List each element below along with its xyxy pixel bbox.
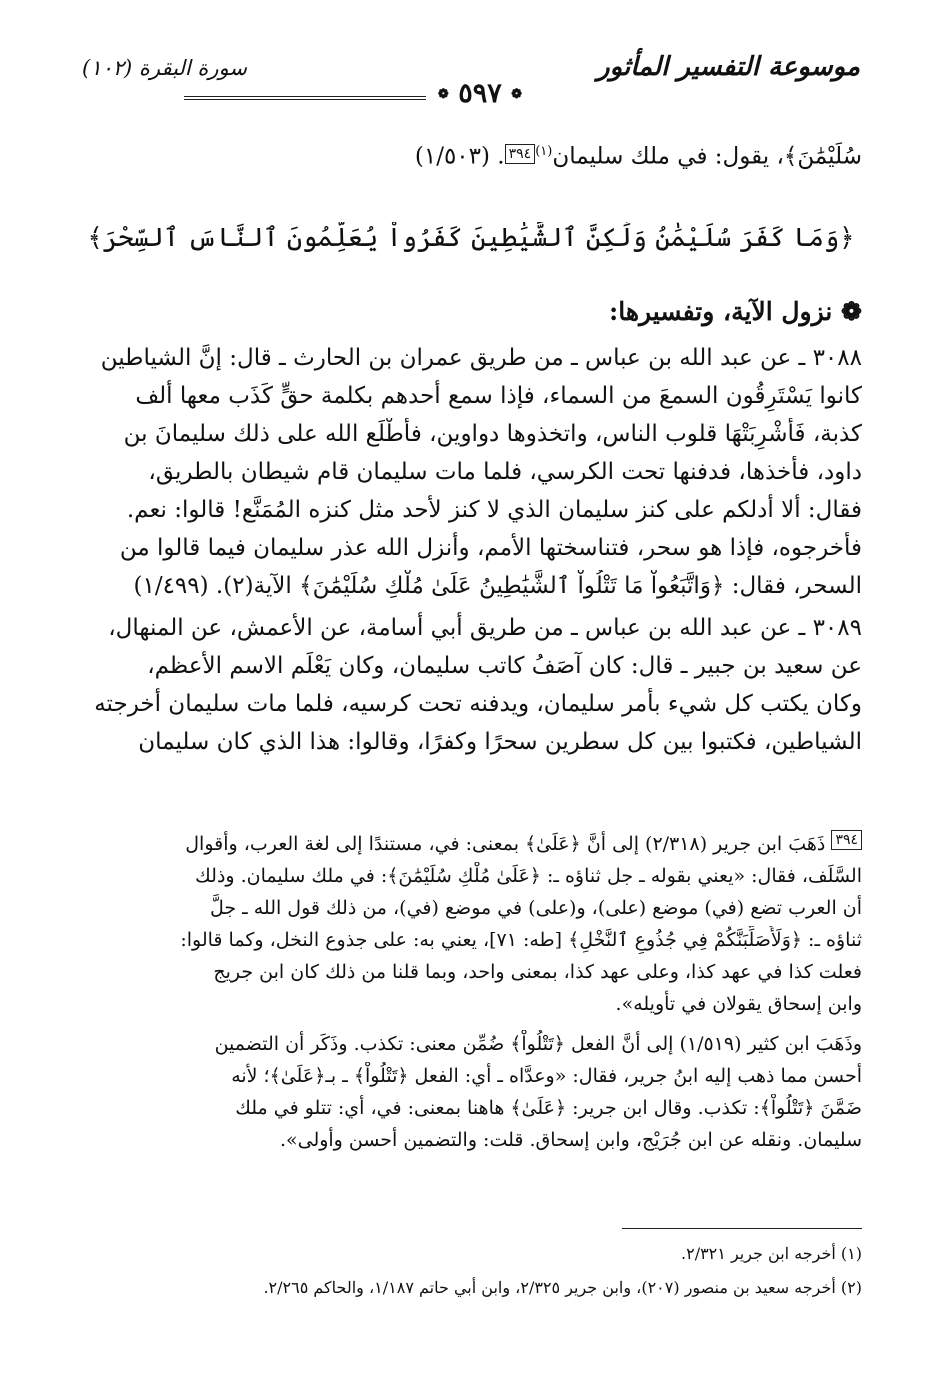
book-title: موسوعة التفسير المأثور <box>597 52 860 82</box>
commentary-number-box: ٣٩٤ <box>505 144 536 164</box>
commentary-line: أحسن مما ذهب إليه ابنُ جرير، فقال: «وعدَّاه ـ أي: الفعل ﴿تَتْلُواْ﴾ ـ بـ﴿عَلَىٰ﴾؛ لأنه <box>231 1065 862 1087</box>
commentary-line: ثناؤه ـ: ﴿وَلَأُصَلِّبَنَّكُمْ فِي جُذُوعِ ٱلنَّخْلِ﴾ [طه: ٧١]، يعني به: على جذوع النخل، وكما قالوا: <box>180 929 862 951</box>
commentary-line: السَّلَف، فقال: «يعني بقوله ـ جل ثناؤه ـ: ﴿عَلَىٰ مُلْكِ سُلَيْمَٰنَ﴾: في ملك سليمان. وذلك <box>195 865 862 887</box>
hadith-line: كانوا يَسْتَرِقُون السمعَ من السماء، فإذا سمع أحدهم بكلمة حقٍّ كَذَب معها ألف <box>135 383 862 409</box>
page-header <box>82 52 860 109</box>
hadith-line: ٣٠٨٨ ـ عن عبد الله بن عباس ـ من طريق عمران بن الحارث ـ قال: إنَّ الشياطين <box>100 345 862 371</box>
quran-ayah: ﴿وَمَا كَفَرَ سُلَيْمَٰنُ وَلَٰكِنَّ ٱلشَّيَٰطِينَ كَفَرُواْ يُعَلِّمُونَ ٱلنَّاسَ ٱلسِّحْرَ﴾ <box>87 223 855 253</box>
hadith-line: كذبة، فَأُشْرِبَتْهَا قلوب الناس، واتخذوها دواوين، فأَطْلَع الله على ذلك سليمانَ بن <box>123 421 862 447</box>
ornament-icon: ❁ <box>511 87 523 102</box>
page-number: ٥٩٧ <box>458 78 502 109</box>
hadith-line: داود، فأخذها، فدفنها تحت الكرسي، فلما مات سليمان قام شيطان بالطريق، <box>148 459 862 485</box>
intro-text: سُلَيْمَٰنَ﴾، يقول: في ملك سليمان <box>552 143 862 170</box>
hadith-line: ٣٠٨٩ ـ عن عبد الله بن عباس ـ من طريق أبي أسامة، عن الأعمش، عن المنهال، <box>108 615 862 641</box>
page-number-group <box>430 78 530 109</box>
hadith-line: وكان يكتب كل شيء بأمر سليمان، ويدفنه تحت كرسيه، فلما مات سليمان أخرجته <box>94 691 862 717</box>
commentary-line: سليمان. ونقله عن ابن جُرَيْج، وابن إسحاق. قلت: والتضمين أحسن وأولى». <box>279 1129 862 1151</box>
footnote-separator <box>622 1228 862 1229</box>
surah-title: سورة البقرة (١٠٢) <box>82 56 247 80</box>
commentary-line: وذَهَبَ ابن كثير (١/٥١٩) إلى أنَّ الفعل ﴿تَتْلُواْ﴾ ضُمِّن معنى: تكذب. وذَكَر أن التضمين <box>214 1033 862 1055</box>
footnote: (١) أخرجه ابن جرير ٢/٣٢١. <box>681 1244 862 1263</box>
commentary-number-box: ٣٩٤ <box>831 830 862 850</box>
hadith-line: فقال: أَلا أدلكم على كنز سليمان الذي لا كنز لأحد مثل كنزه المُمَنَّع! قالوا: نعم. <box>126 497 862 523</box>
hadith-line: السحر، فقال: ﴿وَاتَّبَعُواْ مَا تَتْلُواْ ٱلشَّيَٰطِينُ عَلَىٰ مُلْكِ سُلَيْمَٰنَ﴾ الآية(٢). (١/٤٩٩) <box>133 573 862 599</box>
hadith-line: فأخرجوه، فإذا هو سحر، فتناسختها الأمم، وأنزل الله عذر سليمان فيما قالوا من <box>119 535 862 561</box>
commentary-line: أن العرب تضع (في) موضع (على)، و(على) في موضع (في)، من ذلك قول الله ـ جلَّ <box>209 897 862 919</box>
intro-line <box>80 136 862 173</box>
commentary-line <box>80 830 862 858</box>
intro-ref: . (١/٥٠٣) <box>414 143 505 170</box>
commentary-line: فعلت كذا في عهد كذا، وعلى عهد كذا، بمعنى واحد، وبما قلنا من ذلك كان ابن جريج <box>213 961 862 983</box>
section-heading: ❁ نزول الآية، وتفسيرها: <box>608 297 862 326</box>
commentary-line: وابن إسحاق يقولان في تأويله». <box>615 993 862 1015</box>
commentary-line: ضَمَّنَ ﴿تَتْلُواْ﴾: تكذب. وقال ابن جرير: ﴿عَلَىٰ﴾ هاهنا بمعنى: في، أي: تتلو في ملك <box>235 1097 862 1119</box>
header-rule-left <box>184 96 344 100</box>
commentary-text: ذَهَبَ ابن جرير (٢/٣١٨) إلى أنَّ ﴿عَلَىٰ﴾ بمعنى: في، مستندًا إلى لغة العرب، وأقوال <box>185 833 826 855</box>
footnote: (٢) أخرجه سعيد بن منصور (٢٠٧)، وابن جرير ٢/٣٢٥، وابن أبي حاتم ١/١٨٧، والحاكم ٢/٢٦٥. <box>263 1278 862 1297</box>
ornament-icon: ❁ <box>437 87 449 102</box>
hadith-line: عن سعيد بن جبير ـ قال: كان آصَفُ كاتب سليمان، وكان يَعْلَم الاسم الأعظم، <box>147 653 862 679</box>
hadith-line: الشياطين، فكتبوا بين كل سطرين سحرًا وكفرًا، وقالوا: هذا الذي كان سليمان <box>138 729 862 755</box>
footnote-ref: (١) <box>535 144 553 159</box>
